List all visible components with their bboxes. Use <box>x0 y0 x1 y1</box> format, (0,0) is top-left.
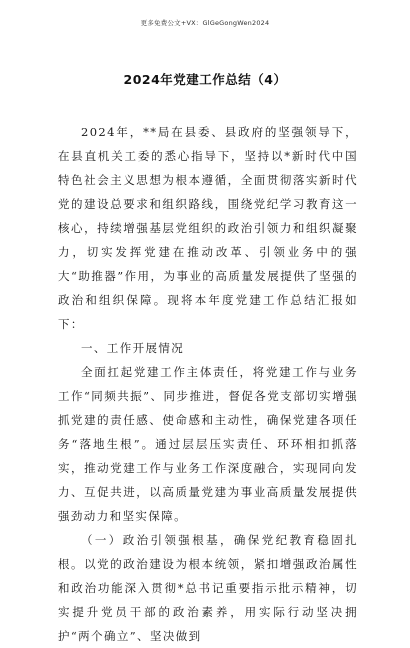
header-note: 更多免费公文+VX：GlGeGongWen2024 <box>140 19 270 27</box>
intro-paragraph: 2024年，**局在县委、县政府的坚强领导下，在县直机关工委的悉心指导下，坚持以*新时代中国特色社会主义思想为根本遵循，全面贯彻落实新时代党的建设总要求和组织路线，围绕党纪学习教育这一核心，持续增强基层党组织的政治引领力和组织凝聚力，切实发挥党建在推动改革、引领业务中的强大“助推器”作用，为事业的高质量发展提供了坚强的政治和组织保障。现将本年度党建工作总结汇报如下： <box>58 125 358 331</box>
section-heading: 一、工作开展情况 <box>81 341 185 355</box>
subsection-paragraph: （一）政治引领强根基，确保党纪教育稳固扎根。以党的政治建设为根本统领，紧扣增强政治属性和政治功能深入贯彻*总书记重要指示批示精神，切实提升党员干部的政治素养，用实际行动坚决拥护“两个确立”、坚决做到 <box>58 533 358 643</box>
document-body <box>58 120 358 648</box>
document-title: 2024年党建工作总结（4） <box>123 72 287 87</box>
section-paragraph: 全面扛起党建工作主体责任，将党建工作与业务工作“同频共振”、同步推进，督促各党支部切实增强抓党建的责任感、使命感和主动性，确保党建各项任务“落地生根”。通过层层压实责任、环环相扣抓落实，推动党建工作与业务工作深度融合，实现同向发力、互促共进，以高质量党建为事业高质量发展提供强劲动力和坚实保障。 <box>58 365 358 523</box>
